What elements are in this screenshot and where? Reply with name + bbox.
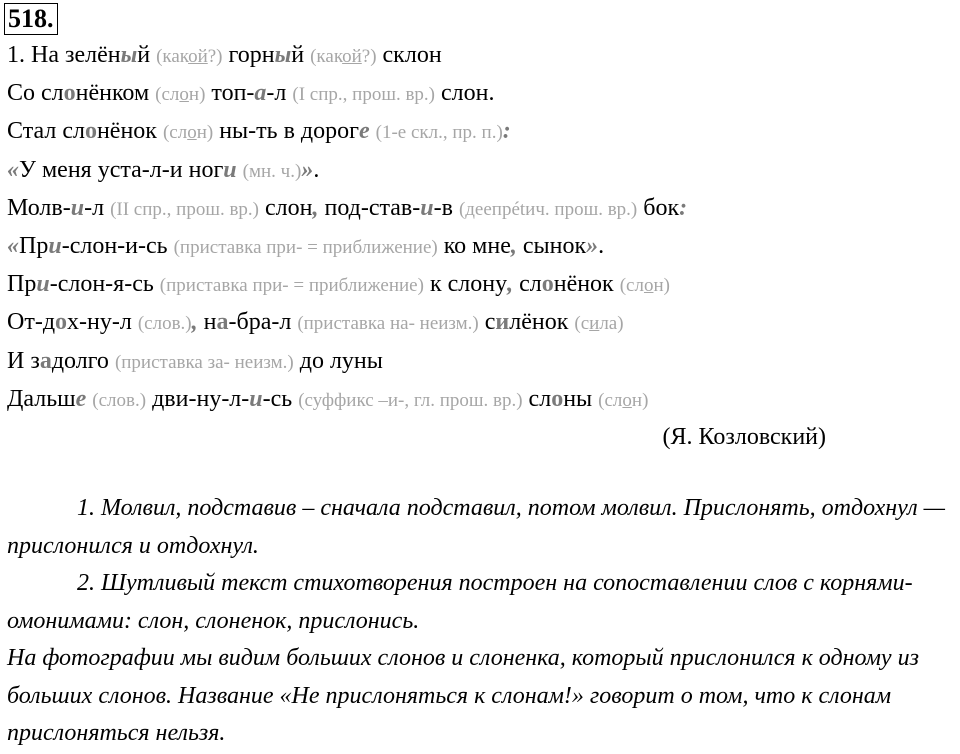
grammar-note: (как — [310, 46, 343, 67]
poem-text: нёнок — [553, 271, 620, 298]
grammar-note: (с — [574, 313, 590, 335]
poem-text: н — [197, 309, 217, 336]
grammar-note: о — [187, 122, 197, 144]
grammar-note: (мн. ч.) — [242, 160, 302, 182]
grammar-note: (II спр., прош. вр.) — [110, 198, 259, 220]
highlighted-letter: о — [84, 118, 97, 145]
grammar-note: н) — [653, 275, 670, 297]
poem-text: -л — [266, 80, 293, 107]
grammar-note: (суффикс –и-, гл. прош. вр.) — [298, 389, 523, 411]
grammar-note: (как — [156, 46, 189, 67]
grammar-note: ой — [342, 46, 362, 67]
poem-text: Дальш — [7, 385, 76, 412]
poem-line — [7, 342, 952, 380]
poem-text: нёнком — [75, 80, 156, 107]
grammar-note: н) — [631, 389, 649, 411]
poem-text: бок — [637, 194, 680, 221]
poem-text: сл — [513, 271, 542, 298]
answer-paragraph-2: 2. Шутливый текст стихотворения построен на сопоставлении слов с корнями-омонимами: слон, слоненок, прислонись. — [7, 570, 913, 634]
highlighted-letter: , — [312, 194, 319, 221]
poem-text: Пр — [19, 232, 49, 259]
highlighted-letter: : — [502, 118, 511, 145]
poem-line — [7, 265, 952, 303]
poem-text: Молв- — [7, 194, 71, 221]
poem-text: горн — [222, 42, 275, 68]
highlighted-letter: и — [249, 385, 263, 412]
poem-text: й — [137, 42, 157, 68]
highlighted-letter: о — [55, 309, 68, 336]
poem-lines — [7, 36, 952, 418]
grammar-note: (сл — [598, 389, 623, 411]
poem-text: й — [291, 42, 311, 68]
poem-line — [7, 112, 952, 150]
grammar-note: и — [589, 313, 600, 335]
poem-text: нёнок — [96, 118, 163, 145]
answer-paragraph-3: На фотографии мы видим больших слонов и слоненка, который прислонился к одному из больших слонов. Название «Не прислоняться к слонам!» говорит о том, что к слонам прислоняться нельзя. — [7, 645, 919, 746]
highlighted-letter: и — [48, 232, 62, 259]
poem-text: под-став- — [318, 194, 421, 221]
poem-line — [7, 36, 952, 74]
poem-line — [7, 303, 952, 341]
poem-text: От-д — [7, 309, 56, 336]
poem-text: . — [598, 232, 605, 259]
grammar-note: н) — [196, 122, 214, 144]
poem-text: -слон-и-сь — [61, 232, 174, 259]
poem-text: У меня уста-л-и ног — [19, 156, 224, 183]
poem-text: до луны — [293, 347, 383, 374]
poem-text: лёнок — [509, 309, 575, 336]
grammar-note: (сл — [162, 122, 188, 144]
grammar-note: ла) — [599, 313, 624, 335]
grammar-note: ?) — [361, 46, 377, 67]
grammar-note: о — [643, 275, 654, 297]
poem-text: слон — [259, 194, 313, 221]
highlighted-letter: « — [7, 232, 19, 259]
grammar-note: (слов.) — [137, 313, 192, 335]
highlighted-letter: , — [510, 232, 517, 259]
poem-text: с — [478, 309, 496, 336]
poem-line — [7, 227, 952, 265]
poem-text: сл — [522, 385, 552, 412]
poem-line — [7, 380, 952, 418]
grammar-note: о — [179, 84, 189, 106]
highlighted-letter: ы — [274, 42, 292, 68]
poem-text: Пр — [7, 271, 37, 298]
grammar-note: (приставка за- неизм.) — [114, 351, 294, 373]
poem-text: -бра-л — [228, 309, 298, 336]
highlighted-letter: и — [495, 309, 510, 336]
poem-text: дви-ну-л- — [146, 385, 250, 412]
grammar-note: о — [622, 389, 632, 411]
poem-text: -слон-я-сь — [49, 271, 160, 298]
poem-text: долго — [51, 347, 115, 374]
poem-text: слон. — [435, 80, 495, 107]
poem-text: склон — [376, 42, 442, 68]
highlighted-letter: а — [216, 309, 229, 336]
highlighted-letter: , — [507, 271, 514, 298]
grammar-note: (приставка на- неизм.) — [297, 313, 479, 335]
exercise-number: 518. — [4, 3, 58, 35]
grammar-note: (приставка при- = приближение) — [159, 275, 424, 297]
answer-paragraph-1: 1. Молвил, подставив – сначала подставил, потом молвил. Прислонять, отдохнул — прислонился и отдохнул. — [7, 495, 945, 559]
highlighted-letter: : — [679, 194, 688, 221]
grammar-note: (сл — [619, 275, 644, 297]
poem-text: к слону — [423, 271, 508, 298]
grammar-note: (1-е скл., пр. п.) — [375, 122, 503, 144]
highlighted-letter: о — [63, 80, 76, 107]
highlighted-letter: о — [551, 385, 564, 412]
poem-text: Стал сл — [7, 118, 85, 145]
poem-text: -сь — [262, 385, 299, 412]
highlighted-letter: а — [39, 347, 52, 374]
grammar-note: ?) — [207, 46, 223, 67]
poem-text: -л — [84, 194, 111, 221]
poem-line — [7, 74, 952, 112]
highlighted-letter: и — [420, 194, 434, 221]
poem-text: ны-ть в дорог — [213, 118, 359, 145]
highlighted-letter: и — [36, 271, 50, 298]
poem-text: . — [313, 156, 320, 183]
poem-text: ны — [563, 385, 599, 412]
highlighted-letter: е — [75, 385, 87, 412]
poem-author: (Я. Козловский) — [662, 423, 826, 450]
grammar-note: ой — [188, 46, 208, 67]
highlighted-letter: » — [301, 156, 314, 183]
poem-text: И з — [7, 347, 40, 374]
highlighted-letter: , — [191, 309, 198, 336]
answer-block — [7, 490, 955, 753]
poem-text: 1. На зелён — [7, 42, 121, 68]
grammar-note: н) — [188, 84, 206, 106]
poem-line — [7, 189, 952, 227]
grammar-note: (деепрétич. прош. вр.) — [458, 198, 638, 220]
grammar-note: (слов.) — [92, 389, 147, 411]
grammar-note: (I спр., прош. вр.) — [292, 84, 435, 106]
poem-text: Со сл — [7, 80, 64, 107]
highlighted-letter: » — [586, 232, 599, 259]
poem-text: ко мне — [437, 232, 511, 259]
highlighted-letter: а — [254, 80, 267, 107]
highlighted-letter: е — [358, 118, 370, 145]
highlighted-letter: и — [70, 194, 85, 221]
highlighted-letter: и — [223, 156, 237, 183]
highlighted-letter: « — [7, 156, 19, 183]
poem-text: -в — [433, 194, 459, 221]
poem-line — [7, 151, 952, 189]
grammar-note: (сл — [155, 84, 180, 106]
poem-text: топ- — [205, 80, 255, 107]
highlighted-letter: ы — [120, 42, 138, 68]
grammar-note: (приставка при- = приближение) — [173, 236, 438, 258]
poem-block — [7, 36, 952, 456]
poem-text: х-ну-л — [67, 309, 138, 336]
highlighted-letter: о — [541, 271, 554, 298]
poem-text: сынок — [516, 232, 587, 259]
